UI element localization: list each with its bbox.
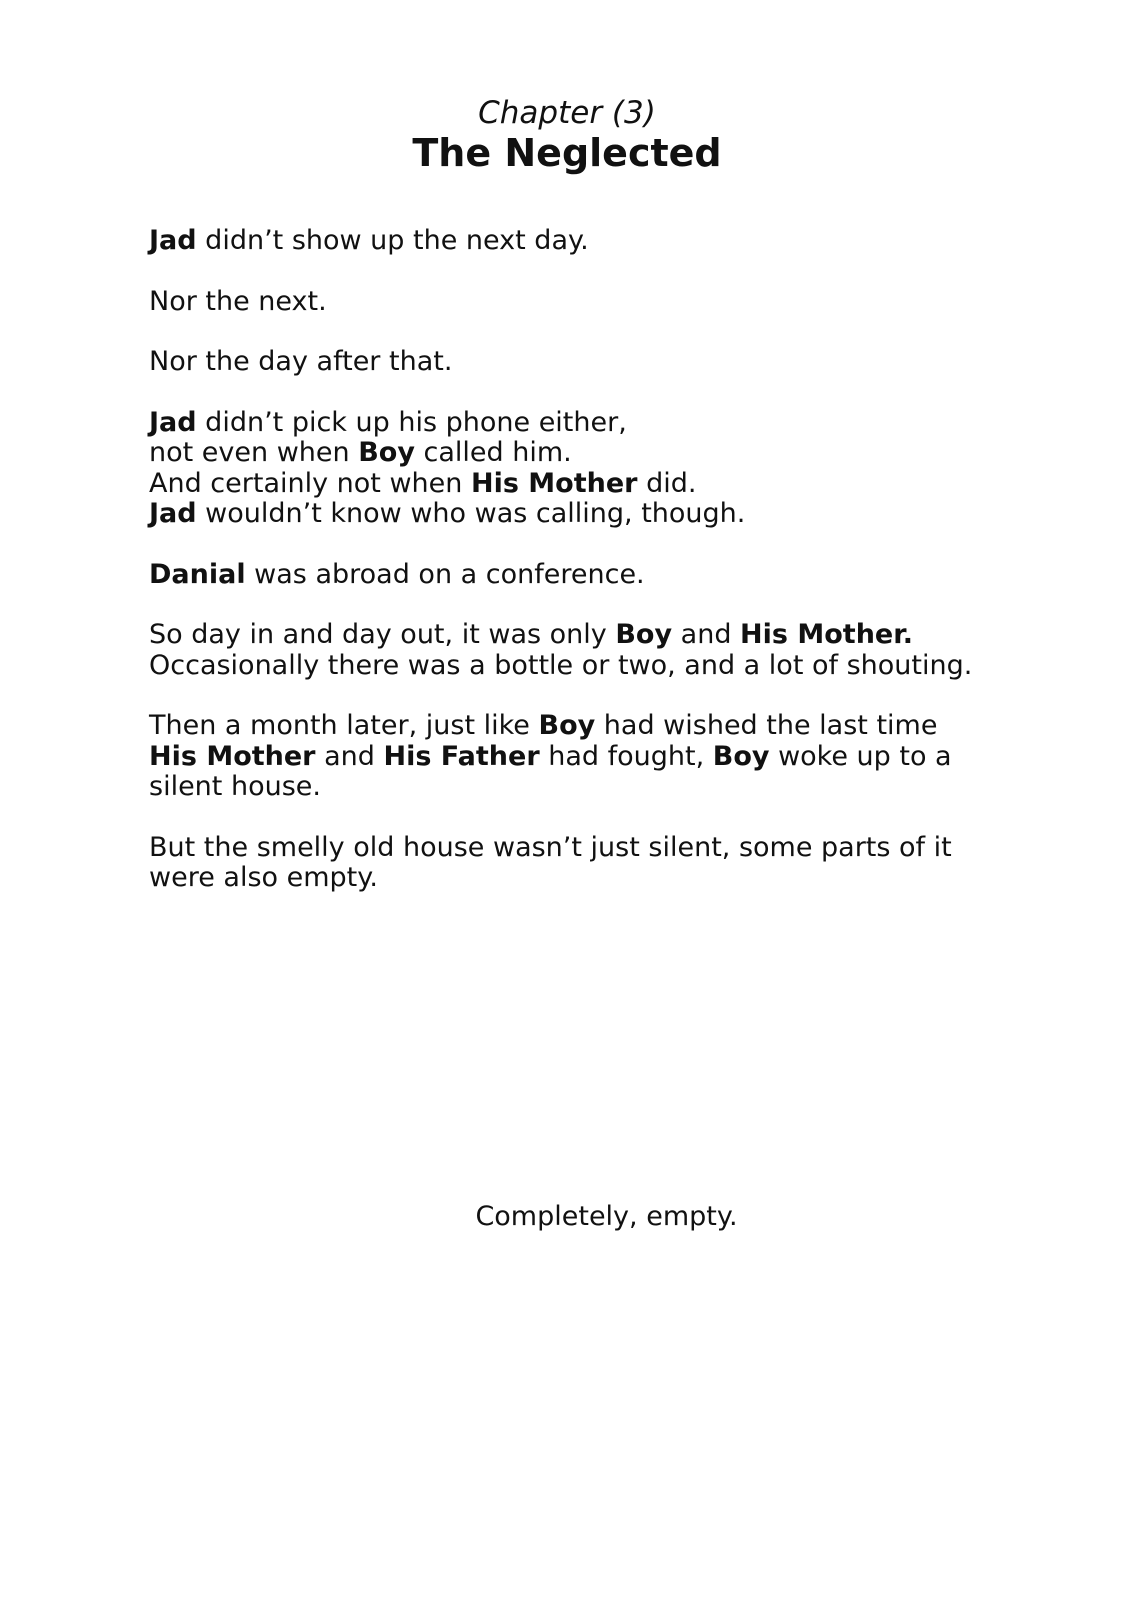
character-name: Jad xyxy=(149,498,197,529)
text-run: had fought, xyxy=(539,740,713,772)
closing-line: Completely, empty. xyxy=(475,1201,738,1232)
character-name: Boy xyxy=(712,740,770,772)
text-line xyxy=(149,772,1079,803)
text-line xyxy=(149,287,1079,318)
character-name: His Father xyxy=(383,740,540,772)
character-name: Jad xyxy=(149,225,197,256)
paragraph xyxy=(149,560,1079,591)
text-run: were also empty. xyxy=(149,862,378,893)
text-run: didn’t show up the next day. xyxy=(196,225,589,256)
text-run: Occasionally there was a bottle or two, and a lot of shouting. xyxy=(149,649,973,681)
text-line xyxy=(149,620,1079,651)
paragraph xyxy=(149,226,1079,257)
character-name: His Mother xyxy=(470,467,638,499)
paragraph xyxy=(149,287,1079,318)
text-run: woke up to a xyxy=(769,740,952,772)
text-run: had wished the last time xyxy=(595,710,938,741)
text-run: and xyxy=(672,619,741,650)
character-name: Jad xyxy=(149,406,197,438)
paragraph xyxy=(149,833,1079,894)
text-line xyxy=(149,651,1079,682)
character-name: His Mother. xyxy=(740,619,913,650)
text-run: called him. xyxy=(414,437,572,468)
text-run: did. xyxy=(637,467,697,499)
chapter-label: Chapter (3) xyxy=(478,95,656,131)
character-name: Boy xyxy=(358,437,415,468)
text-run: Nor the day after that. xyxy=(149,346,453,377)
paragraph xyxy=(149,711,1079,803)
character-name: Danial xyxy=(149,558,246,590)
text-run: and xyxy=(315,740,384,772)
chapter-body xyxy=(149,226,1079,924)
text-line xyxy=(149,863,1079,894)
text-run: Then a month later, just like xyxy=(149,710,539,741)
text-run: not even when xyxy=(149,437,359,468)
text-run: didn’t pick up his phone either, xyxy=(196,406,627,438)
text-run: Nor the next. xyxy=(149,285,327,317)
text-line xyxy=(149,560,1079,591)
text-run: wouldn’t know who was calling, though. xyxy=(196,498,746,529)
text-run: And certainly not when xyxy=(149,467,471,499)
text-line xyxy=(149,499,1079,530)
text-run: But the smelly old house wasn’t just silent, some parts of it xyxy=(149,831,952,863)
text-line xyxy=(149,833,1079,864)
text-line xyxy=(149,711,1079,742)
paragraph xyxy=(149,347,1079,378)
text-line xyxy=(149,408,1079,439)
paragraph xyxy=(149,620,1079,681)
text-run: was abroad on a conference. xyxy=(245,558,645,590)
paragraph xyxy=(149,408,1079,530)
text-run: So day in and day out, it was only xyxy=(149,619,616,650)
character-name: His Mother xyxy=(149,740,316,772)
chapter-title: The Neglected xyxy=(412,131,722,175)
text-line xyxy=(149,438,1079,469)
text-line xyxy=(149,226,1079,257)
text-line xyxy=(149,469,1079,500)
text-line xyxy=(149,742,1079,773)
character-name: Boy xyxy=(538,710,596,741)
text-run: silent house. xyxy=(149,771,321,802)
text-line xyxy=(149,347,1079,378)
character-name: Boy xyxy=(615,619,673,650)
